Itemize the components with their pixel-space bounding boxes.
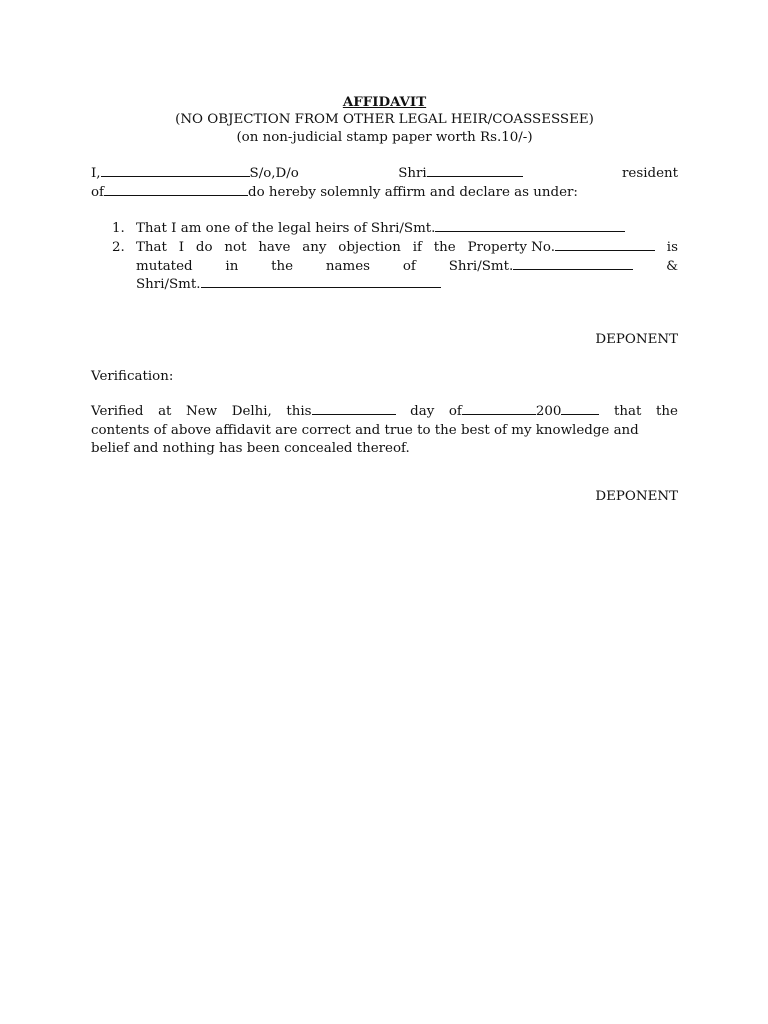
month-blank[interactable] bbox=[462, 413, 536, 415]
relation-label: S/o,D/o bbox=[249, 166, 299, 181]
item-2-word: objection bbox=[338, 240, 401, 255]
item-2-word: mutated bbox=[136, 259, 193, 274]
verification-word: the bbox=[655, 404, 678, 419]
item-2-word: have bbox=[258, 240, 291, 255]
shri-label: Shri bbox=[398, 166, 427, 181]
name-blank[interactable] bbox=[101, 175, 250, 177]
item-2-word: is bbox=[666, 240, 678, 255]
verification-word: that bbox=[614, 404, 642, 419]
item-1-number: 1. bbox=[112, 221, 125, 236]
verification-word: this bbox=[286, 404, 312, 419]
declaration-prefix: I, bbox=[91, 166, 101, 181]
property-no-blank[interactable] bbox=[555, 249, 655, 251]
shri-field bbox=[398, 165, 522, 184]
year-prefix: 200 bbox=[535, 404, 562, 419]
item-2-word: That bbox=[136, 240, 167, 255]
item-1-body bbox=[136, 220, 678, 239]
item-2-line-1 bbox=[136, 239, 678, 258]
property-field bbox=[468, 239, 655, 258]
declaration-line-2 bbox=[91, 184, 678, 203]
verification-word: Delhi, bbox=[231, 404, 272, 419]
shri-smt-label: Shri/Smt. bbox=[448, 259, 514, 274]
verification-label: Verification: bbox=[91, 369, 174, 384]
verification-word: of bbox=[448, 404, 462, 419]
month-field bbox=[449, 403, 600, 422]
item-2-line-2 bbox=[136, 258, 678, 277]
address-blank[interactable] bbox=[104, 194, 248, 196]
item-2-word: I bbox=[178, 240, 185, 255]
deponent-signature-2: DEPONENT bbox=[595, 489, 678, 504]
item-2-line-3 bbox=[136, 276, 678, 295]
mutated-name-field bbox=[449, 258, 634, 277]
document-title: AFFIDAVIT bbox=[342, 94, 427, 110]
father-name-blank[interactable] bbox=[427, 175, 523, 177]
item-2-word: the bbox=[271, 259, 294, 274]
list-item-1 bbox=[112, 220, 678, 239]
document-subtitle: (NO OBJECTION FROM OTHER LEGAL HEIR/COASSESSEE) bbox=[175, 112, 594, 127]
mutated-name-blank-1[interactable] bbox=[513, 268, 633, 270]
verification-line-2: contents of above affidavit are correct and true to the best of my knowledge and bbox=[91, 423, 639, 438]
declarant-field bbox=[91, 165, 299, 184]
item-2-word: any bbox=[302, 240, 327, 255]
shri-smt-label: Shri/Smt. bbox=[136, 277, 201, 292]
item-2-word: in bbox=[225, 259, 239, 274]
of-label: of bbox=[91, 185, 105, 200]
this-field bbox=[286, 403, 395, 422]
item-1-text: That I am one of the legal heirs of Shri/Smt. bbox=[136, 221, 436, 236]
year-blank[interactable] bbox=[561, 413, 599, 415]
property-no-label: Property No. bbox=[467, 240, 555, 255]
verification-line-3: belief and nothing has been concealed thereof. bbox=[91, 441, 410, 456]
item-2-word: if bbox=[412, 240, 422, 255]
stamp-paper-note: (on non-judicial stamp paper worth Rs.10/-) bbox=[236, 130, 533, 145]
verification-line-1 bbox=[91, 403, 678, 422]
declaration-line-1 bbox=[91, 165, 678, 184]
item-2-word: names bbox=[325, 259, 371, 274]
item-2-word: not bbox=[224, 240, 247, 255]
verification-word: New bbox=[186, 404, 218, 419]
legal-heir-blank[interactable] bbox=[435, 230, 625, 232]
verification-word: at bbox=[158, 404, 172, 419]
mutated-name-blank-2[interactable] bbox=[201, 286, 441, 288]
item-2-word: of bbox=[402, 259, 416, 274]
item-2-word: do bbox=[195, 240, 213, 255]
list-item-2 bbox=[112, 239, 678, 295]
verification-word: Verified bbox=[91, 404, 144, 419]
resident-label: resident bbox=[622, 166, 678, 181]
deponent-signature-1: DEPONENT bbox=[595, 332, 678, 347]
item-2-number: 2. bbox=[112, 240, 125, 255]
date-blank[interactable] bbox=[312, 413, 396, 415]
item-2-word: the bbox=[433, 240, 456, 255]
verification-word: day bbox=[410, 404, 435, 419]
affirm-text: do hereby solemnly affirm and declare as under: bbox=[248, 185, 578, 200]
ampersand: & bbox=[666, 259, 678, 274]
